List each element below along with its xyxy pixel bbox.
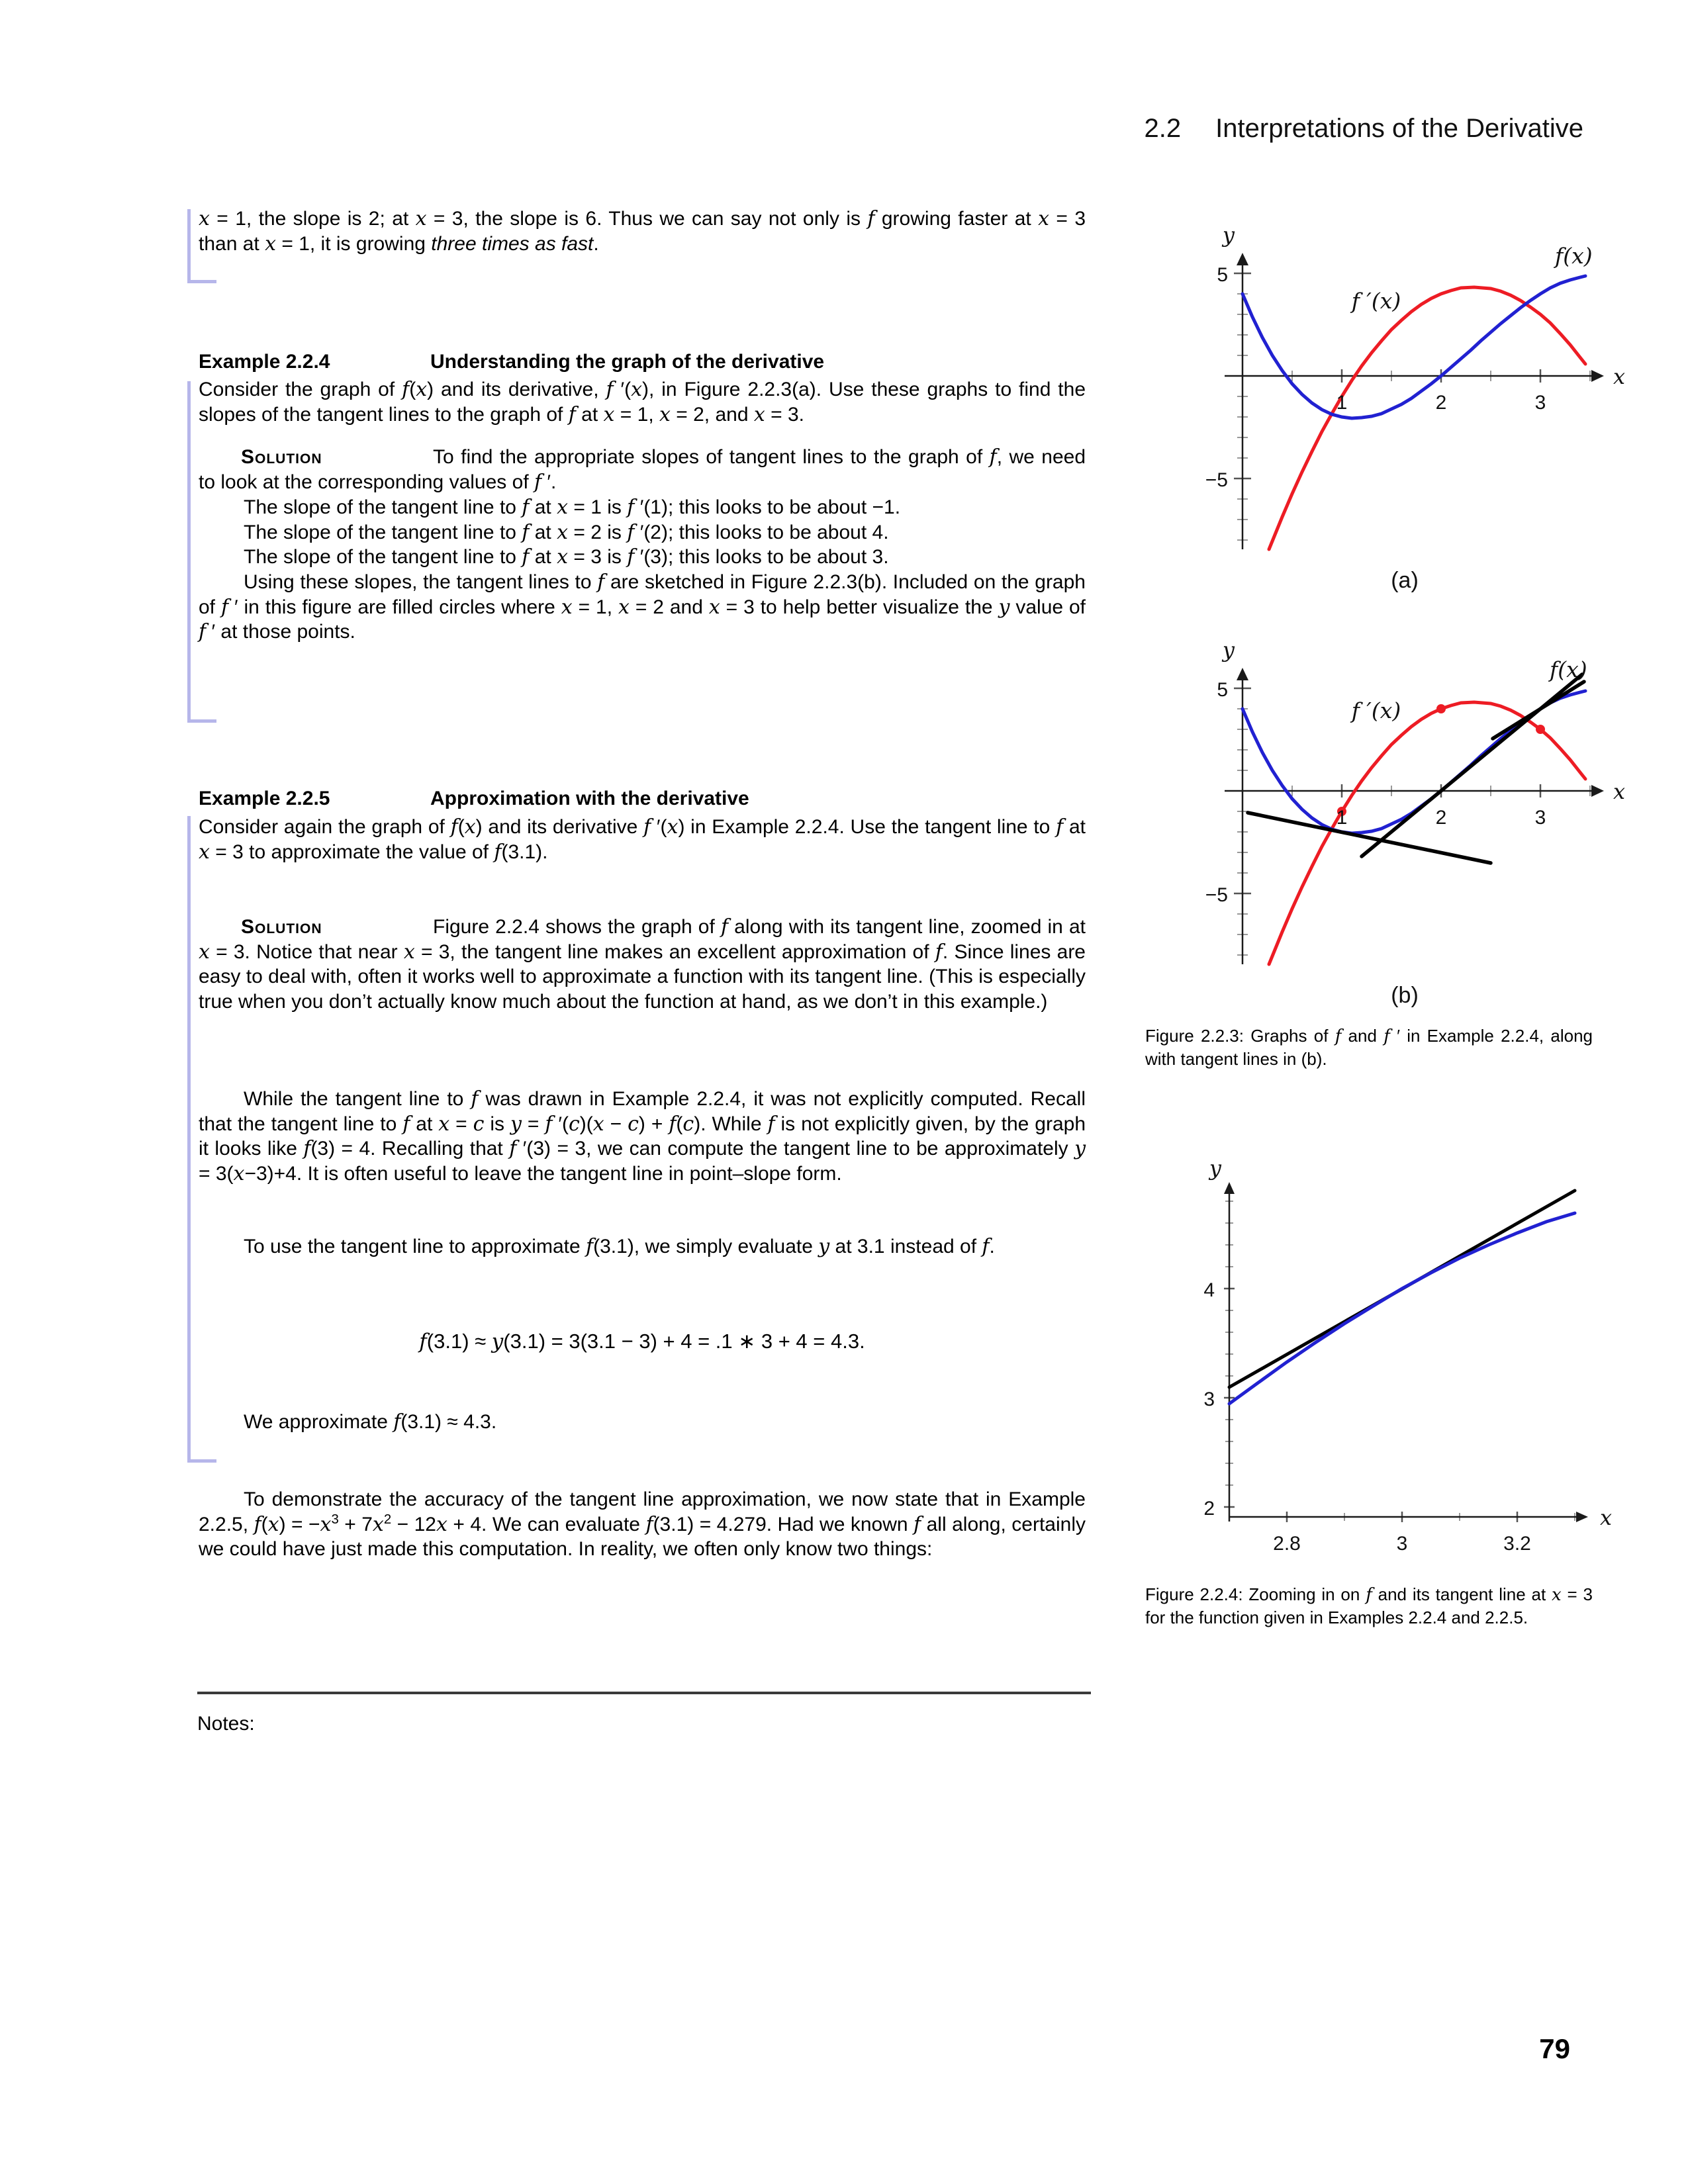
figure-2-2-3b-plot	[1143, 599, 1633, 1009]
figure-2-2-3b	[1143, 599, 1633, 1009]
slope-line-3	[199, 545, 1086, 570]
y-axis-label: y	[1222, 637, 1235, 662]
body-text	[199, 915, 1086, 1014]
fprime-curve-label: f ′(x)	[1351, 288, 1401, 314]
y-tick-label-neg5: −5	[1205, 884, 1228, 906]
y-axis-arrowhead	[1237, 253, 1248, 265]
y-axis-label: y	[1222, 222, 1235, 248]
body-text: Using these slopes, the tangent lines to f are sketched in Figure 2.2.3(b). Included on the graph of f ′ in this figure are filled circles where x = 1, x = 2 and x = 3 to help better visualize the y value of f ′ at those points.	[199, 570, 1086, 643]
solution-2-2-4-p2	[199, 570, 1086, 645]
x-tick-label-2.8: 2.8	[1273, 1533, 1301, 1555]
y-tick-label-4: 4	[1203, 1279, 1215, 1301]
example-2-2-4-body	[199, 377, 1086, 427]
solution-text: To find the appropriate slopes of tangent lines to the graph of f, we need to look at the corresponding values of f ′.	[199, 445, 1086, 494]
fprime-curve-label: f ′(x)	[1351, 698, 1401, 723]
figure-2-2-4	[1143, 1153, 1633, 1563]
example-bar-2-2-4	[187, 381, 191, 723]
solution-2-2-5-p1	[199, 915, 1086, 1014]
solution-2-2-4-p1	[199, 445, 1086, 494]
display-equation	[199, 1329, 1086, 1355]
x-axis-arrowhead	[1591, 785, 1604, 797]
caption-text: Figure 2.2.4: Zooming in on f and its tangent line at x = 3 for the function given in Examples 2.2.4 and 2.2.5.	[1145, 1584, 1593, 1627]
x-tick-label-3.2: 3.2	[1503, 1533, 1531, 1555]
solution-2-2-5-p3	[199, 1234, 1086, 1259]
fprime-curve	[1269, 702, 1585, 964]
y-tick-label-neg5: −5	[1205, 469, 1228, 491]
fprime-point-x3	[1536, 725, 1545, 734]
y-tick-label-2: 2	[1203, 1498, 1215, 1520]
figure-2-2-3-caption	[1145, 1024, 1593, 1070]
figure-2-2-4-caption	[1145, 1583, 1593, 1629]
body-text: While the tangent line to f was drawn in Example 2.2.4, it was not explicitly computed. Recall that the tangent line to f at x = c is y = f ′(c)(x − c) + f(c). While f is not explicitly given, by the graph it looks like f(3) = 4. Recalling that f ′(3) = 3, we can compute the tangent line to be approximately y = 3(x−3)+4. It is often useful to leave the tangent line in point–slope form.	[199, 1087, 1086, 1185]
page-header	[1145, 114, 1583, 144]
x-tick-label-1: 1	[1336, 392, 1348, 414]
x-axis-arrowhead	[1591, 370, 1604, 382]
x-axis-arrowhead	[1576, 1512, 1588, 1522]
approximation-line	[199, 1410, 1086, 1435]
solution-2-2-5-p2	[199, 1087, 1086, 1186]
y-axis-arrowhead	[1224, 1182, 1235, 1194]
figure-2-2-3a	[1143, 184, 1633, 594]
y-axis-label: y	[1209, 1156, 1221, 1181]
y-tick-label-5: 5	[1217, 264, 1228, 286]
slope-line-2	[199, 520, 1086, 545]
x-tick-label-1: 1	[1336, 807, 1348, 829]
notes-divider	[197, 1692, 1091, 1694]
x-tick-label-2: 2	[1435, 807, 1447, 829]
body-text: The slope of the tangent line to f at x = 2 is f ′(2); this looks to be about 4.	[244, 521, 889, 544]
section-number: 2.2	[1144, 114, 1182, 143]
x-tick-label-3: 3	[1534, 807, 1546, 829]
body-text: Consider the graph of f(x) and its derivative, f ′(x), in Figure 2.2.3(a). Use these graphs to find the slopes of the tangent lines to the graph of f at x = 1, x = 2, and x = 3.	[199, 378, 1086, 426]
y-tick-label-3: 3	[1203, 1388, 1215, 1410]
example-label: Example 2.2.5	[199, 788, 330, 809]
final-paragraph	[199, 1487, 1086, 1562]
body-text: Consider again the graph of f(x) and its derivative f ′(x) in Example 2.2.4. Use the tangent line to f at x = 3 to approximate the value of f(3.1).	[199, 815, 1086, 864]
body-text: The slope of the tangent line to f at x = 1 is f ′(1); this looks to be about −1.	[244, 496, 901, 519]
body-text: The slope of the tangent line to f at x = 3 is f ′(3); this looks to be about 3.	[244, 545, 889, 569]
example-bar-foot	[187, 1459, 216, 1463]
body-text: To demonstrate the accuracy of the tangent line approximation, we now state that in Example 2.2.5, $f(x) = -x^3 + 7x^2 - 12x + 4$. We can evaluate f(3.1) = 4.279. Had we known f all along, certainly we could have just made this computation. In reality, we often only know two things:	[199, 1488, 1086, 1560]
page-number: 79	[1539, 2033, 1570, 2064]
example-2-2-5-body	[199, 815, 1086, 864]
f-curve-label: f(x)	[1555, 243, 1593, 269]
solution-label: Solution	[241, 916, 322, 938]
x-tick-label-2: 2	[1435, 392, 1447, 414]
x-tick-label-3: 3	[1534, 392, 1546, 414]
example-bar-continued	[187, 209, 191, 283]
solution-label: Solution	[241, 446, 322, 468]
slope-line-1	[199, 495, 1086, 520]
example-title: Approximation with the derivative	[430, 788, 749, 809]
x-axis-label: x	[1613, 364, 1626, 389]
example-label: Example 2.2.4	[199, 351, 330, 373]
example-bar-2-2-5	[187, 816, 191, 1463]
y-axis-arrowhead	[1237, 668, 1248, 680]
body-text: We approximate f(3.1) ≈ 4.3.	[244, 1410, 497, 1433]
equation-text: f(3.1) ≈ y(3.1) = 3(3.1 − 3) + 4 = .1 ∗ 3 + 4 = 4.3.	[419, 1330, 865, 1353]
x-tick-label-3: 3	[1396, 1533, 1408, 1555]
example-bar-foot	[187, 719, 216, 723]
notes-label: Notes:	[197, 1713, 255, 1735]
subfigure-label-b: (b)	[1391, 983, 1419, 1008]
figure-2-2-4-plot	[1143, 1153, 1633, 1563]
f-curve	[1229, 1213, 1575, 1404]
x-axis-label: x	[1600, 1505, 1613, 1530]
y-tick-label-5: 5	[1217, 679, 1228, 701]
example-bar-foot	[187, 280, 216, 283]
f-curve	[1243, 276, 1585, 418]
body-text: To use the tangent line to approximate f(3.1), we simply evaluate y at 3.1 instead of f.	[244, 1235, 995, 1258]
example-title: Understanding the graph of the derivative	[430, 351, 825, 373]
example-2-2-5-heading	[199, 786, 1086, 811]
example-2-2-4-heading	[199, 349, 1086, 375]
body-text	[199, 445, 1086, 494]
section-title: Interpretations of the Derivative	[1215, 114, 1583, 143]
paragraph-continued	[199, 206, 1086, 256]
fprime-point-x2	[1436, 704, 1446, 713]
body-text: x = 1, the slope is 2; at x = 3, the slope is 6. Thus we can say not only is f growing faster at x = 3 than at x = 1, it is growing three times as fast.	[199, 207, 1086, 255]
f-curve-label: f(x)	[1550, 657, 1587, 682]
caption-text: Figure 2.2.3: Graphs of f and f ′ in Example 2.2.4, along with tangent lines in (b).	[1145, 1026, 1593, 1069]
solution-text: Figure 2.2.4 shows the graph of f along with its tangent line, zoomed in at x = 3. Notice that near x = 3, the tangent line makes an excellent approximation of f. Since lines are easy to deal with, often it works well to approximate a function with its tangent line. (This is especially true when you don’t actually know much about the function at hand, as we don’t in this example.)	[199, 915, 1086, 1013]
x-axis-label: x	[1613, 779, 1626, 804]
figure-2-2-3a-plot	[1143, 184, 1633, 594]
tangent-line-x1	[1248, 813, 1491, 863]
fprime-curve	[1269, 287, 1585, 549]
subfigure-label-a: (a)	[1391, 568, 1419, 593]
